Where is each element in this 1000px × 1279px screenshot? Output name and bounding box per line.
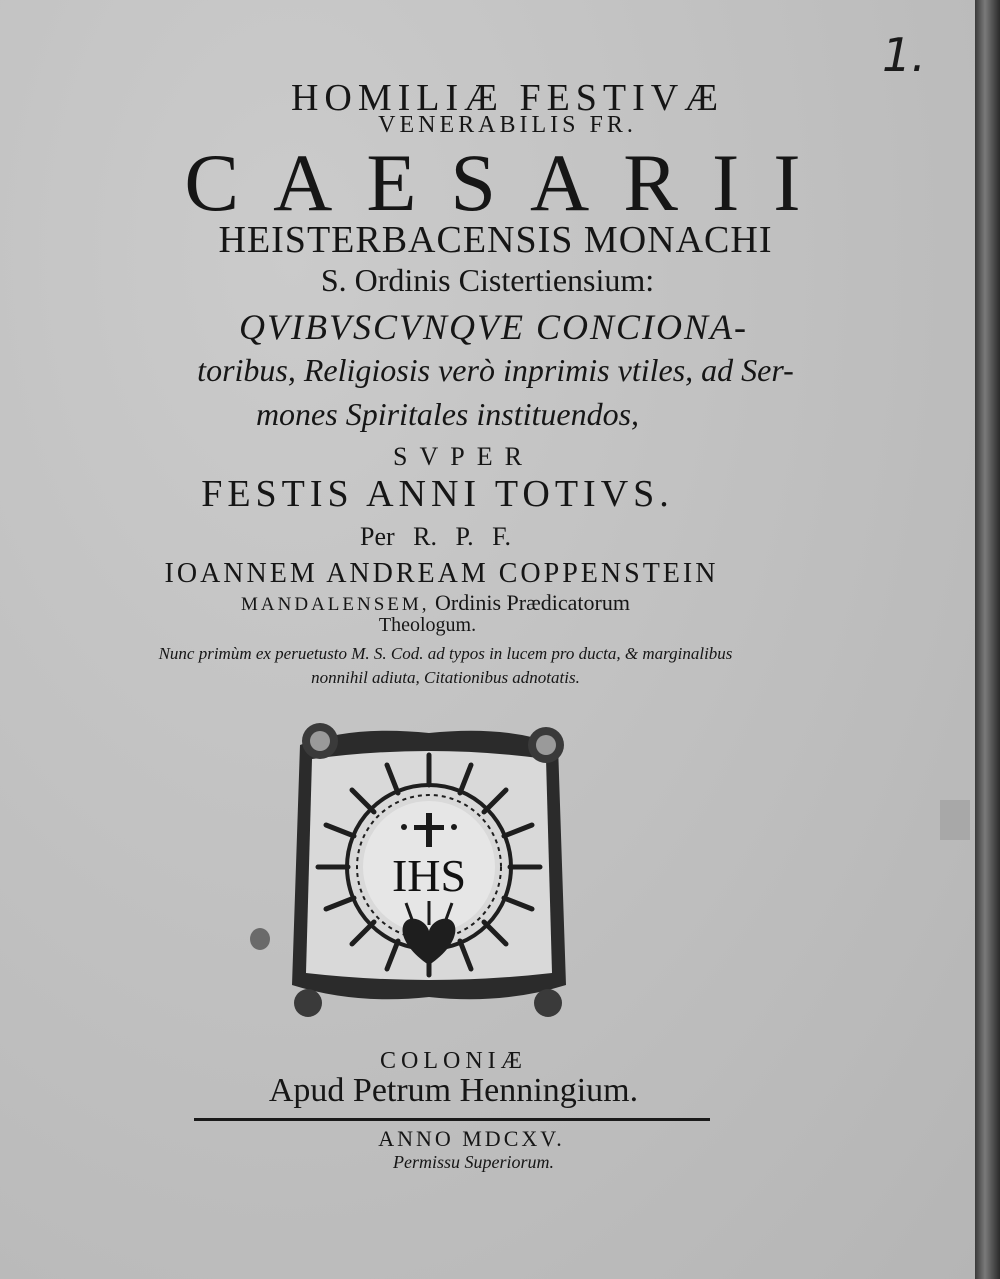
editor-title: Theologum. <box>378 614 477 636</box>
author-name: CAESARII <box>184 137 835 228</box>
subtitle-line-2: toribus, Religiosis verò inprimis vtiles, ad Ser- <box>197 352 794 388</box>
emblem-monogram: IHS <box>391 850 467 901</box>
subtitle-line-3: mones Spiritales instituendos, <box>255 396 640 432</box>
ink-stain <box>250 928 270 950</box>
per-line: Per R. P. F. <box>360 522 511 551</box>
page-number: 1. <box>882 28 926 82</box>
note-line-2: nonnihil adiuta, Citationibus adnotatis. <box>311 668 580 687</box>
note-line-1: Nunc primùm ex peruetusto M. S. Cod. ad typos in lucem pro ducta, & marginalibus <box>158 644 733 663</box>
editor-line <box>0 590 923 616</box>
imprint-rule <box>194 1118 710 1121</box>
ihs-sunburst-emblem-icon <box>282 715 576 1025</box>
editor-origin: MANDALENSEM, <box>241 594 430 615</box>
imprint-printer: Apud Petrum Henningium. <box>268 1072 639 1109</box>
imprint-city: COLONIÆ <box>380 1048 527 1074</box>
subtitle-line-1: QVIBVSCVNQVE CONCIONA- <box>239 307 748 347</box>
title-line-2: VENERABILIS FR. <box>378 112 637 138</box>
order-line: S. Ordinis Cistertiensium: <box>320 262 655 298</box>
imprint-year: ANNO MDCXV. <box>378 1126 565 1151</box>
paper-mark <box>940 800 970 840</box>
author-origin: HEISTERBACENSIS MONACHI <box>218 219 773 261</box>
editor-name: IOANNEM ANDREAM COPPENSTEIN <box>164 558 719 589</box>
title-line-1: HOMILIÆ FESTIVÆ <box>290 77 725 119</box>
festis-line: FESTIS ANNI TOTIVS. <box>201 473 674 515</box>
super-line: SVPER <box>393 442 534 471</box>
imprint-permission: Permissu Superiorum. <box>393 1152 554 1172</box>
book-edge <box>975 0 1000 1279</box>
editor-order: Ordinis Prædicatorum <box>435 590 630 615</box>
